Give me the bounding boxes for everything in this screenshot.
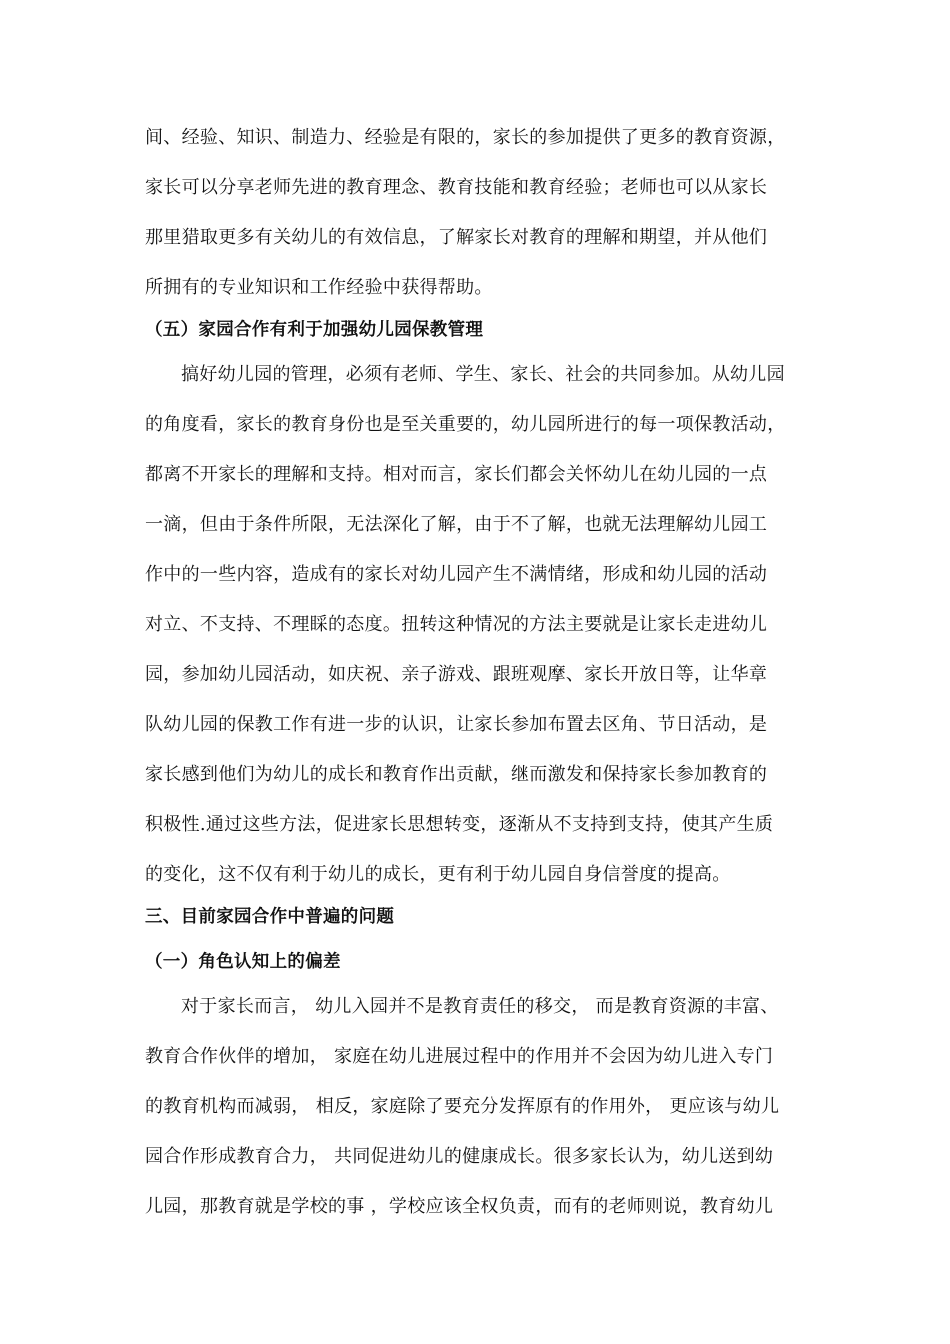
paragraph-2-line: 一滴，但由于条件所限，无法深化了解，由于不了解，也就无法理解幼儿园工 xyxy=(145,514,768,535)
section-heading-5: （五）家园合作有利于加强幼儿园保教管理 xyxy=(145,320,484,340)
paragraph-2-line: 的变化，这不仅有利于幼儿的成长，更有利于幼儿园自身信誉度的提高。 xyxy=(145,864,731,885)
chapter-heading-3: 三、目前家园合作中普遍的问题 xyxy=(145,907,395,927)
paragraph-3-line: 对于家长而言， 幼儿入园并不是教育责任的移交， 而是教育资源的丰富、 xyxy=(181,996,779,1017)
paragraph-1-line: 家长可以分享老师先进的教育理念、教育技能和教育经验；老师也可以从家长 xyxy=(145,177,768,198)
paragraph-2-line: 对立、不支持、不理睬的态度。扭转这种情况的方法主要就是让家长走进幼儿 xyxy=(145,614,768,635)
paragraph-3-line: 的教育机构而减弱， 相反，家庭除了要充分发挥原有的作用外， 更应该与幼儿 xyxy=(145,1096,780,1117)
paragraph-3-line: 儿园，那教育就是学校的事 ，学校应该全权负责，而有的老师则说，教育幼儿 xyxy=(145,1196,774,1217)
paragraph-2-line: 的角度看，家长的教育身份也是至关重要的，幼儿园所进行的每一项保教活动， xyxy=(145,414,786,435)
paragraph-2-line: 都离不开家长的理解和支持。相对而言，家长们都会关怀幼儿在幼儿园的一点 xyxy=(145,464,768,485)
paragraph-3-line: 园合作形成教育合力， 共同促进幼儿的健康成长。很多家长认为，幼儿送到幼 xyxy=(145,1146,774,1167)
paragraph-1-line: 所拥有的专业知识和工作经验中获得帮助。 xyxy=(145,277,493,298)
paragraph-2-line: 园，参加幼儿园活动，如庆祝、亲子游戏、跟班观摩、家长开放日等，让华章 xyxy=(145,664,768,685)
paragraph-1-line: 那里猎取更多有关幼儿的有效信息，了解家长对教育的理解和期望，并从他们 xyxy=(145,227,768,248)
section-heading-3-1: （一）角色认知上的偏差 xyxy=(145,952,341,972)
paragraph-3-line: 教育合作伙伴的增加， 家庭在幼儿进展过程中的作用并不会因为幼儿进入专门 xyxy=(145,1046,774,1067)
paragraph-2-line: 队幼儿园的保教工作有进一步的认识，让家长参加布置去区角、节日活动，是 xyxy=(145,714,768,735)
paragraph-2-line: 作中的一些内容，造成有的家长对幼儿园产生不满情绪，形成和幼儿园的活动 xyxy=(145,564,768,585)
paragraph-2-line: 积极性.通过这些方法，促进家长思想转变，逐渐从不支持到支持，使其产生质 xyxy=(145,814,774,835)
paragraph-1-line: 间、经验、知识、制造力、经验是有限的，家长的参加提供了更多的教育资源， xyxy=(145,127,786,148)
paragraph-2-line: 搞好幼儿园的管理，必须有老师、学生、家长、社会的共同参加。从幼儿园 xyxy=(181,364,785,385)
paragraph-2-line: 家长感到他们为幼儿的成长和教育作出贡献，继而激发和保持家长参加教育的 xyxy=(145,764,768,785)
